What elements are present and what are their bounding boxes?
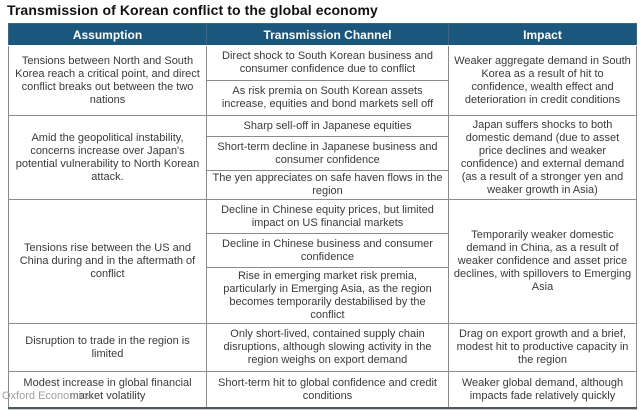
channel-cell-japan-3: The yen appreciates on safe haven flows in the region	[207, 171, 449, 200]
table-row	[9, 324, 637, 372]
table-row	[9, 372, 637, 409]
page-title: Transmission of Korean conflict to the global economy	[7, 2, 378, 18]
assumption-cell-japan: Amid the geopolitical instability, concerns increase over Japan's potential vulnerability to North Korean attack.	[9, 116, 207, 200]
impact-cell-volatility: Weaker global demand, although impacts fade relatively quickly	[449, 372, 637, 409]
channel-cell-japan-2: Short-term decline in Japanese business and consumer confidence	[207, 137, 449, 171]
impact-cell-japan: Japan suffers shocks to both domestic demand (due to asset price declines and weaker confidence) and external demand (as a result of a stronger yen and weaker growth in Asia)	[449, 116, 637, 200]
col-header-assumption: Assumption	[9, 24, 207, 46]
channel-cell-us-china-2: Decline in Chinese business and consumer confidence	[207, 234, 449, 268]
impact-cell-trade: Drag on export growth and a brief, modest hit to productive capacity in the region	[449, 324, 637, 372]
transmission-table	[8, 23, 637, 409]
channel-cell-us-china-1: Decline in Chinese equity prices, but limited impact on US financial markets	[207, 200, 449, 234]
impact-cell-us-china: Temporarily weaker domestic demand in China, as a result of weaker confidence and asset price declines, with spillovers to Emerging Asia	[449, 200, 637, 324]
impact-cell-korea: Weaker aggregate demand in South Korea as a result of hit to confidence, wealth effect and deterioration in credit conditions	[449, 46, 637, 116]
table-row	[9, 116, 637, 137]
channel-cell-japan-1: Sharp sell-off in Japanese equities	[207, 116, 449, 137]
source-attribution: Oxford Economics	[2, 390, 92, 402]
assumption-cell-volatility: Modest increase in global financial market volatility	[9, 372, 207, 409]
assumption-cell-trade: Disruption to trade in the region is limited	[9, 324, 207, 372]
header-row	[9, 24, 637, 46]
table-row	[9, 200, 637, 234]
channel-cell-korea-2: As risk premia on South Korean assets increase, equities and bond markets sell off	[207, 81, 449, 116]
channel-cell-us-china-3: Rise in emerging market risk premia, particularly in Emerging Asia, as the region becomes temporarily destabilised by the conflict	[207, 268, 449, 324]
col-header-impact: Impact	[449, 24, 637, 46]
table-row	[9, 46, 637, 81]
col-header-transmission-channel: Transmission Channel	[207, 24, 449, 46]
assumption-cell-korea: Tensions between North and South Korea reach a critical point, and direct conflict breaks out between the two nations	[9, 46, 207, 116]
channel-cell-korea-1: Direct shock to South Korean business and consumer confidence due to conflict	[207, 46, 449, 81]
channel-cell-trade: Only short-lived, contained supply chain disruptions, although slowing activity in the region weighs on export demand	[207, 324, 449, 372]
channel-cell-volatility: Short-term hit to global confidence and credit conditions	[207, 372, 449, 409]
assumption-cell-us-china: Tensions rise between the US and China during and in the aftermath of conflict	[9, 200, 207, 324]
